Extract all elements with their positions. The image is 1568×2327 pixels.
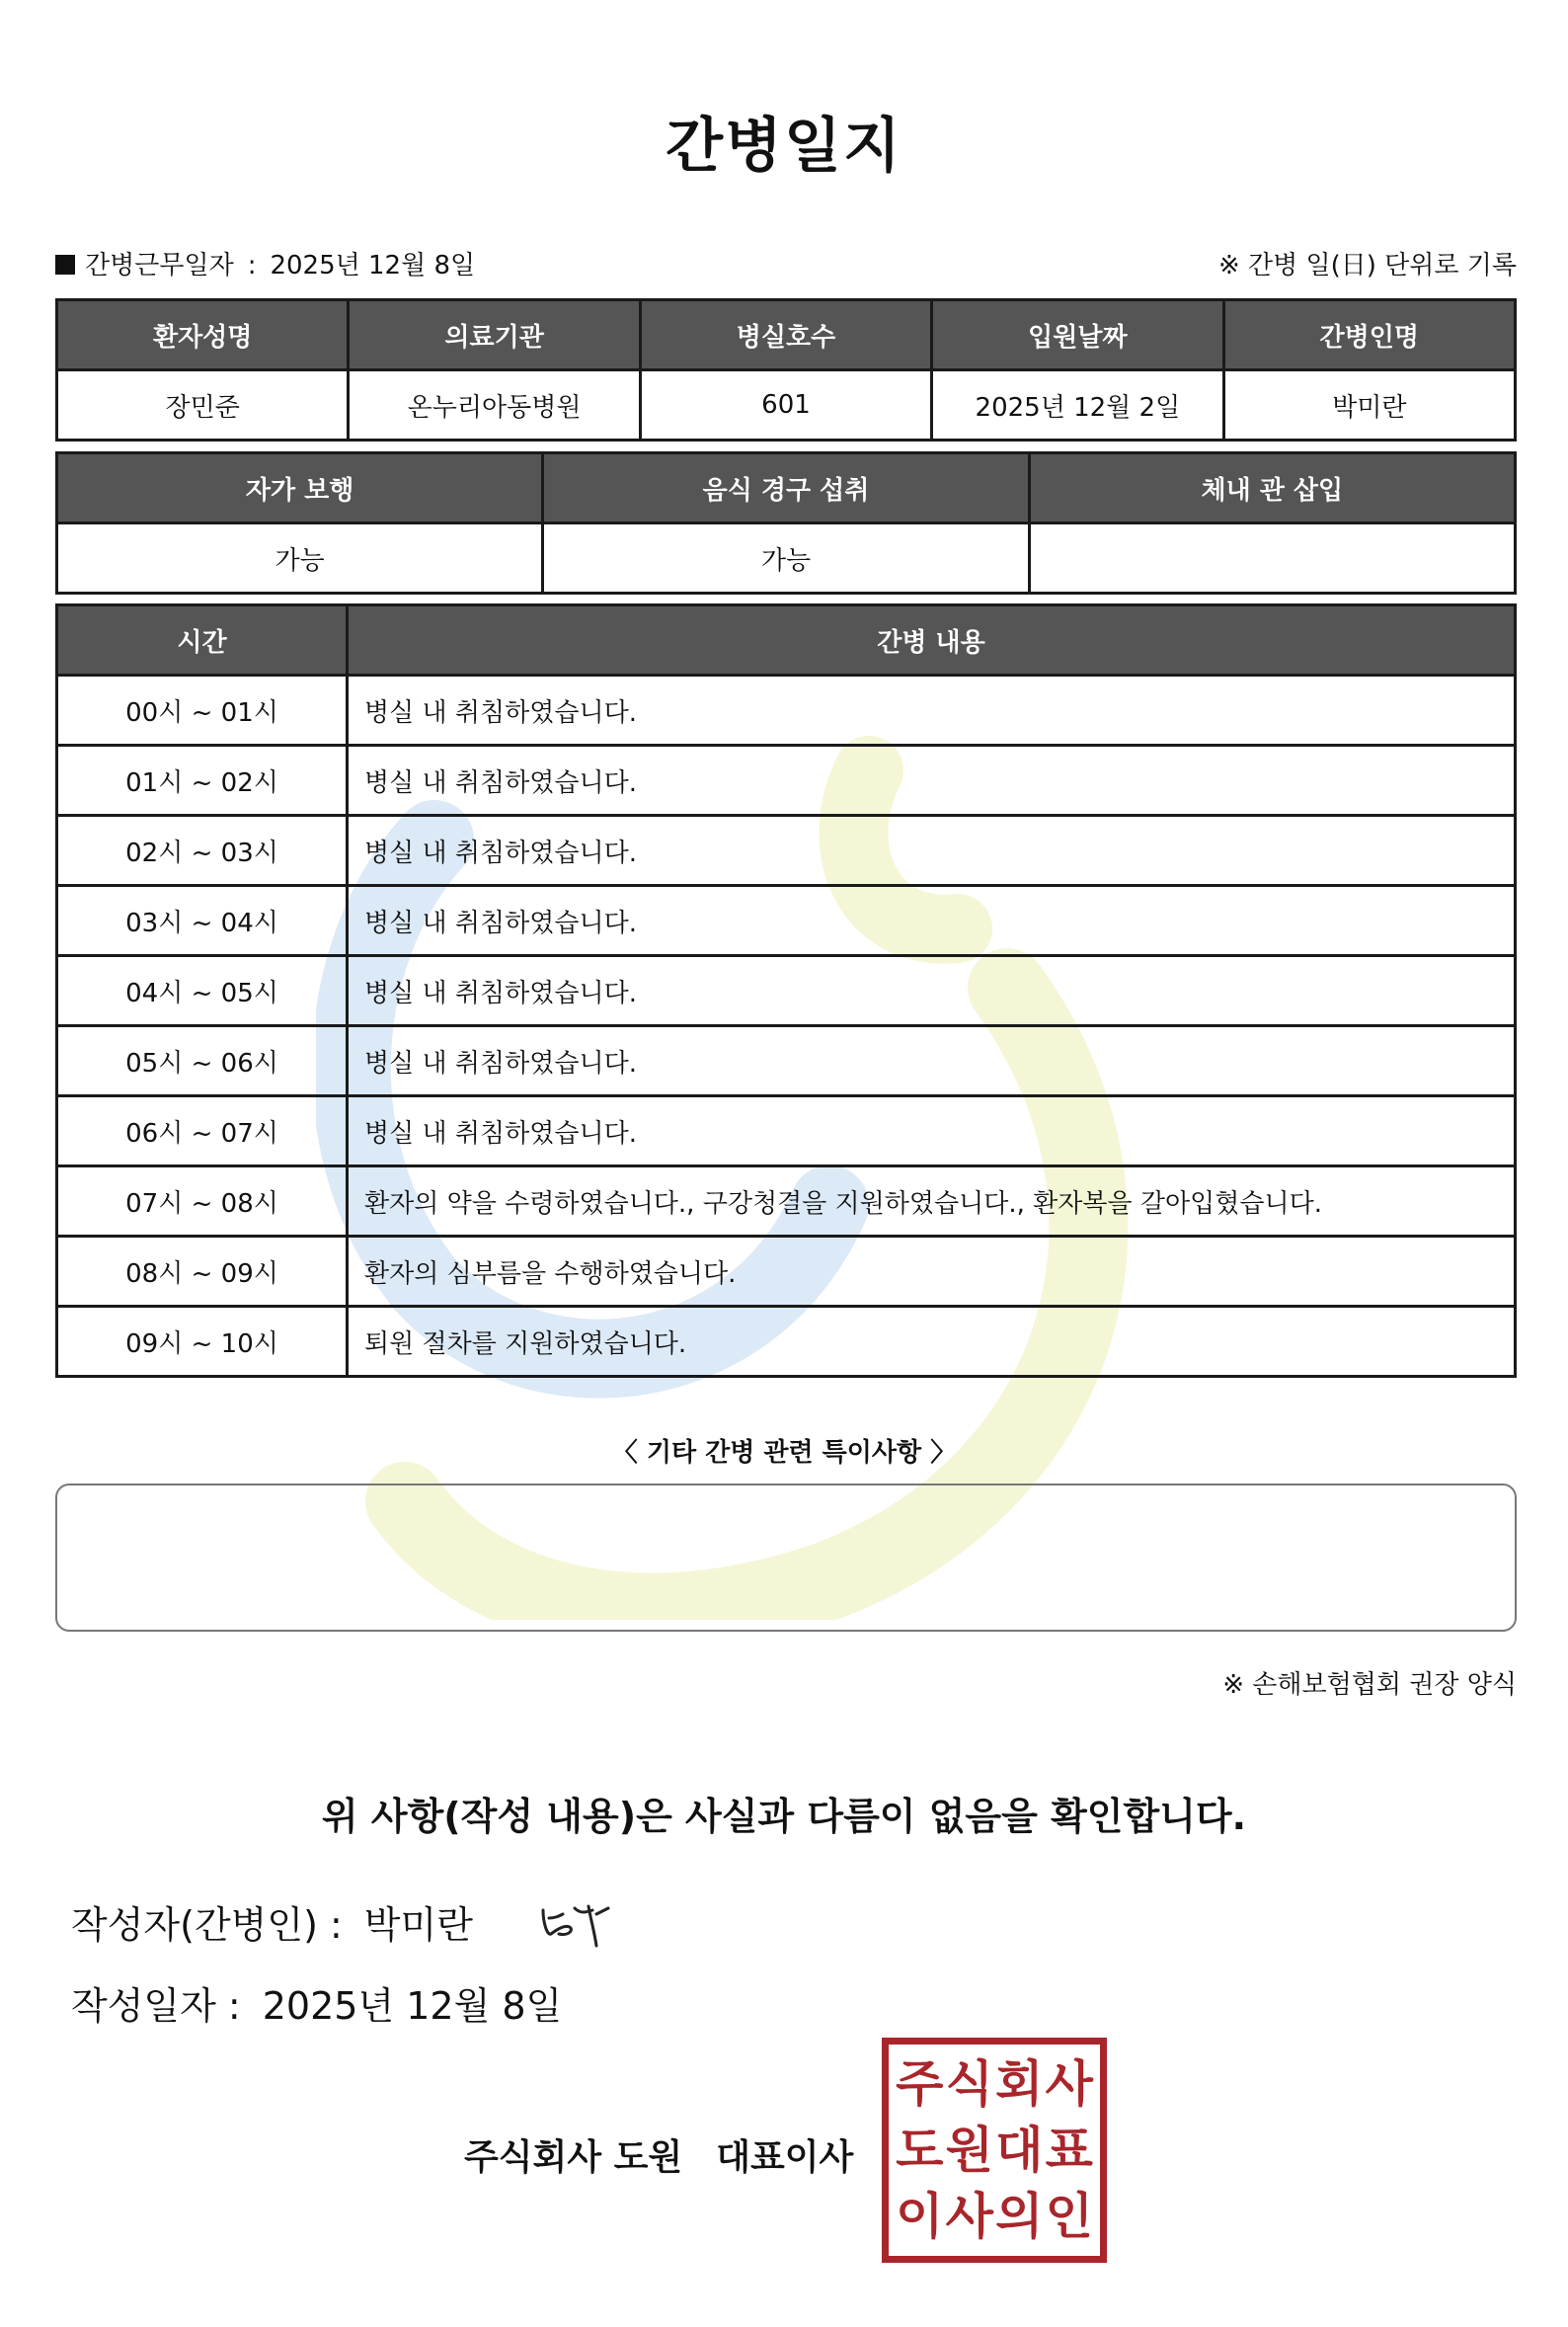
- log-time: 00시 ~ 01시: [57, 676, 348, 746]
- log-content: 병실 내 취침하였습니다.: [348, 816, 1516, 886]
- log-time: 08시 ~ 09시: [57, 1237, 348, 1307]
- table-row: [57, 956, 1516, 1026]
- seal-char: 사: [1045, 2053, 1093, 2113]
- written-date-row: [71, 1975, 562, 2030]
- table-row: [57, 1307, 1516, 1377]
- caregiver-name: 박미란: [1223, 370, 1515, 441]
- log-time: 09시 ~ 10시: [57, 1307, 348, 1377]
- seal-char: 사: [945, 2187, 993, 2246]
- log-time: 07시 ~ 08시: [57, 1166, 348, 1237]
- handwritten-signature: [537, 1888, 622, 1952]
- special-notes-box: [55, 1484, 1517, 1632]
- seal-char: 도: [896, 2120, 944, 2179]
- header-admission-date: 입원날짜: [932, 300, 1223, 370]
- seal-char: 이: [896, 2187, 944, 2246]
- self-walking-value: 가능: [57, 523, 543, 594]
- work-date-value: 2025년 12월 8일: [270, 251, 476, 281]
- seal-char: 원: [945, 2120, 993, 2179]
- care-log-table: [55, 603, 1517, 1378]
- confirmation-statement: 위 사항(작성 내용)은 사실과 다름이 없음을 확인합니다.: [321, 1795, 1247, 1838]
- patient-name: 장민준: [57, 370, 349, 441]
- header-patient-name: 환자성명: [57, 300, 349, 370]
- table-row: [57, 676, 1516, 746]
- room-number: 601: [640, 370, 931, 441]
- work-date-label: 간병근무일자: [85, 251, 234, 281]
- header-oral-intake: 음식 경구 섭취: [543, 453, 1029, 523]
- patient-status-header-row: [57, 453, 1516, 523]
- table-row: [57, 1166, 1516, 1237]
- seal-char: 표: [1045, 2120, 1093, 2179]
- header-hospital: 의료기관: [349, 300, 640, 370]
- header-tube-insertion: 체내 관 삽입: [1029, 453, 1515, 523]
- company-signature-line: [464, 2129, 853, 2180]
- log-content: 병실 내 취침하였습니다.: [348, 1096, 1516, 1166]
- seal-characters: [895, 2050, 1094, 2250]
- log-content: 환자의 심부름을 수행하였습니다.: [348, 1237, 1516, 1307]
- company-representative-title: 대표이사: [716, 2137, 854, 2178]
- page-title: 간병일지: [666, 112, 902, 181]
- hospital-name: 온누리아동병원: [349, 370, 640, 441]
- log-content: 환자의 약을 수령하였습니다., 구강청결을 지원하였습니다., 환자복을 갈아입혔습니다.: [348, 1166, 1516, 1237]
- seal-char: 회: [995, 2053, 1044, 2113]
- log-content: 병실 내 취침하였습니다.: [348, 676, 1516, 746]
- care-log-header-row: [57, 605, 1516, 676]
- table-row: [57, 1096, 1516, 1166]
- header-caregiver-name: 간병인명: [1223, 300, 1515, 370]
- written-date-value: 2025년 12월 8일: [262, 1984, 563, 2028]
- seal-char: 인: [1045, 2187, 1093, 2246]
- log-content: 병실 내 취침하였습니다.: [348, 1026, 1516, 1096]
- seal-char: 식: [945, 2053, 993, 2113]
- oral-intake-value: 가능: [543, 523, 1029, 594]
- company-seal-stamp: [882, 2038, 1107, 2263]
- log-time: 01시 ~ 02시: [57, 746, 348, 816]
- writer-label: 작성자(간병인) :: [71, 1903, 343, 1947]
- writer-row: [71, 1894, 473, 1949]
- patient-info-value-row: [57, 370, 1516, 441]
- header-room-number: 병실호수: [640, 300, 931, 370]
- daily-record-note: ※ 간병 일(日) 단위로 기록: [1217, 251, 1517, 281]
- log-time: 06시 ~ 07시: [57, 1096, 348, 1166]
- work-date: [55, 245, 475, 281]
- patient-info-table: [55, 298, 1517, 441]
- log-content: 병실 내 취침하였습니다.: [348, 886, 1516, 956]
- header-care-content: 간병 내용: [348, 605, 1516, 676]
- written-date-label: 작성일자 :: [71, 1984, 241, 2028]
- table-row: [57, 1237, 1516, 1307]
- admission-date: 2025년 12월 2일: [932, 370, 1223, 441]
- writer-name: 박미란: [363, 1903, 473, 1947]
- seal-char: 의: [995, 2187, 1044, 2246]
- header-time: 시간: [57, 605, 348, 676]
- patient-info-header-row: [57, 300, 1516, 370]
- form-source-note: ※ 손해보험협회 권장 양식: [1222, 1670, 1517, 1700]
- table-row: [57, 816, 1516, 886]
- table-row: [57, 746, 1516, 816]
- log-time: 04시 ~ 05시: [57, 956, 348, 1026]
- special-notes-label: 〈 기타 간병 관련 특이사항 〉: [611, 1438, 957, 1468]
- log-time: 03시 ~ 04시: [57, 886, 348, 956]
- log-content: 병실 내 취침하였습니다.: [348, 956, 1516, 1026]
- company-name: 주식회사 도원: [464, 2137, 683, 2178]
- seal-char: 대: [995, 2120, 1044, 2179]
- table-row: [57, 1026, 1516, 1096]
- work-date-colon: :: [247, 251, 257, 281]
- tube-insertion-value: [1029, 523, 1515, 594]
- table-row: [57, 886, 1516, 956]
- log-time: 02시 ~ 03시: [57, 816, 348, 886]
- log-content: 퇴원 절차를 지원하였습니다.: [348, 1307, 1516, 1377]
- log-time: 05시 ~ 06시: [57, 1026, 348, 1096]
- log-content: 병실 내 취침하였습니다.: [348, 746, 1516, 816]
- meta-row: [55, 245, 1517, 281]
- patient-status-value-row: [57, 523, 1516, 594]
- seal-char: 주: [896, 2053, 944, 2113]
- header-self-walking: 자가 보행: [57, 453, 543, 523]
- square-bullet-icon: [55, 255, 75, 275]
- patient-status-table: [55, 451, 1517, 595]
